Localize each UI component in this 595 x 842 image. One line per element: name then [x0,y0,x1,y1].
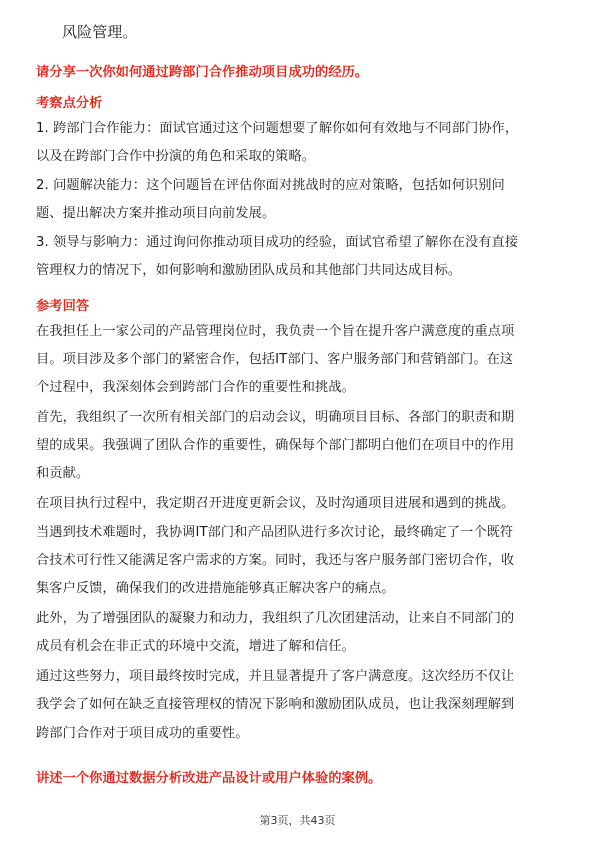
analysis-line: 以及在跨部门合作中扮演的角色和采取的策略。 [36,149,316,164]
analysis-line: 管理权力的情况下，如何影响和激励团队成员和其他部门共同达成目标。 [36,263,462,278]
next-question-heading: 讲述一个你通过数据分析改进产品设计或用户体验的案例。 [36,771,382,786]
answer-line: 此外，为了增强团队的凝聚力和动力，我组织了几次团建活动，让来自不同部门的 [36,611,515,626]
analysis-title: 考察点分析 [36,96,103,111]
analysis-line: 3. 领导与影响力：通过询问你推动项目成功的经验，面试官希望了解你在没有直接 [36,235,519,250]
page-number: 第3页，共43页 [259,814,336,827]
answer-line: 望的成果。我强调了团队合作的重要性，确保每个部门都明白他们在项目中的作用 [36,438,515,453]
answer-line: 目。项目涉及多个部门的紧密合作，包括IT部门、客户服务部门和营销部门。在这 [36,352,514,367]
question-heading: 请分享一次你如何通过跨部门合作推动项目成功的经历。 [36,65,369,80]
answer-line: 跨部门合作对于项目成功的重要性。 [36,726,249,741]
answer-line: 在项目执行过程中，我定期召开进度更新会议，及时沟通项目进展和遇到的挑战。 [36,496,515,511]
answer-line: 首先，我组织了一次所有相关部门的启动会议，明确项目目标、各部门的职责和期 [36,410,515,425]
analysis-line: 1. 跨部门合作能力：面试官通过这个问题想要了解你如何有效地与不同部门协作， [36,121,519,136]
analysis-line: 2. 问题解决能力：这个问题旨在评估你面对挑战时的应对策略，包括如何识别问 [36,178,505,193]
answer-line: 成员有机会在非正式的环境中交流，增进了解和信任。 [36,639,355,654]
answer-line: 集客户反馈，确保我们的改进措施能够真正解决客户的痛点。 [36,581,395,596]
previous-answer-fragment: 风险管理。 [62,23,138,41]
answer-line: 当遇到技术难题时，我协调IT部门和产品团队进行多次讨论，最终确定了一个既符 [36,525,514,540]
answer-line: 我学会了如何在缺乏直接管理权的情况下影响和激励团队成员，也让我深刻理解到 [36,697,515,712]
answer-line: 在我担任上一家公司的产品管理岗位时，我负责一个旨在提升客户满意度的重点项 [36,324,515,339]
analysis-line: 题、提出解决方案并推动项目向前发展。 [36,206,276,221]
answer-line: 合技术可行性又能满足客户需求的方案。同时，我还与客户服务部门密切合作，收 [36,553,515,568]
answer-line: 个过程中，我深刻体会到跨部门合作的重要性和挑战。 [36,380,355,395]
answer-title: 参考回答 [36,299,90,314]
answer-line: 和贡献。 [36,466,90,481]
answer-line: 通过这些努力，项目最终按时完成，并且显著提升了客户满意度。这次经历不仅让 [36,669,515,684]
